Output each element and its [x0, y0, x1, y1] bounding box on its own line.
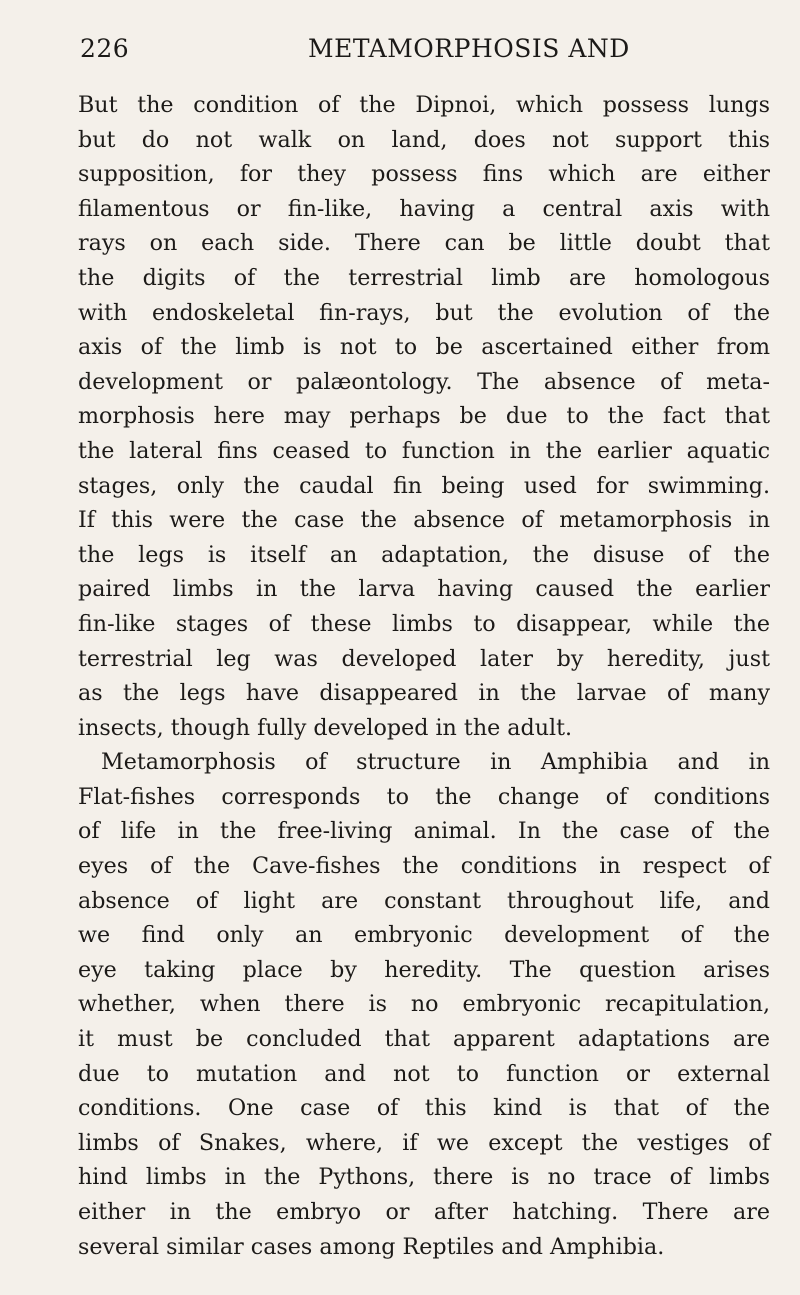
book-page — [78, 34, 770, 1264]
paragraph — [78, 745, 770, 1264]
text-line: the lateral fins ceased to function in the earlier aquatic — [78, 437, 770, 464]
text-line: but do not walk on land, does not support this — [78, 126, 770, 153]
text-line: eye taking place by heredity. The question arises — [78, 956, 770, 983]
text-line: the digits of the terrestrial limb are homologous — [78, 264, 770, 291]
text-line: of life in the free-living animal. In the case of the — [78, 818, 770, 845]
text-line: Flat-fishes corresponds to the change of conditions — [78, 783, 770, 810]
text-line: But the condition of the Dipnoi, which possess lungs — [78, 92, 770, 118]
paragraph — [78, 88, 770, 745]
text-line: If this were the case the absence of metamorphosis in — [78, 507, 770, 534]
text-line-last: insects, though fully developed in the adult. — [78, 714, 573, 741]
text-line: terrestrial leg was developed later by heredity, just — [78, 645, 770, 672]
text-line: rays on each side. There can be little doubt that — [78, 230, 770, 257]
text-line: fin-like stages of these limbs to disappear, while the — [78, 610, 770, 637]
text-line: as the legs have disappeared in the larvae of many — [78, 680, 770, 707]
page-header — [78, 34, 770, 74]
text-line: supposition, for they possess fins which are either — [78, 161, 770, 188]
text-line: stages, only the caudal fin being used for swimming. — [78, 472, 770, 499]
text-line: filamentous or fin-like, having a central axis with — [78, 195, 770, 222]
text-line: we find only an embryonic development of the — [78, 922, 770, 949]
text-line: absence of light are constant throughout life, and — [78, 887, 770, 914]
text-line: it must be concluded that apparent adaptations are — [78, 1026, 770, 1053]
text-line: the legs is itself an adaptation, the disuse of the — [78, 541, 770, 568]
running-title: METAMORPHOSIS AND — [308, 34, 630, 63]
text-line: limbs of Snakes, where, if we except the vestiges of — [78, 1129, 770, 1156]
page-number: 226 — [80, 34, 130, 63]
text-line: conditions. One case of this kind is that of the — [78, 1095, 770, 1122]
text-line: with endoskeletal fin-rays, but the evolution of the — [78, 299, 770, 326]
text-line: morphosis here may perhaps be due to the fact that — [78, 403, 770, 430]
text-line-first: Metamorphosis of structure in Amphibia and in — [101, 749, 770, 776]
text-line: paired limbs in the larva having caused the earlier — [78, 576, 770, 603]
text-line: axis of the limb is not to be ascertained either from — [78, 334, 770, 361]
body-text — [78, 88, 770, 1264]
text-line: due to mutation and not to function or external — [78, 1060, 770, 1087]
text-line: whether, when there is no embryonic recapitulation, — [78, 991, 770, 1018]
text-line-last: several similar cases among Reptiles and Amphibia. — [78, 1233, 665, 1260]
text-line: hind limbs in the Pythons, there is no trace of limbs — [78, 1164, 770, 1191]
text-line: either in the embryo or after hatching. There are — [78, 1199, 770, 1225]
text-line: development or palæontology. The absence of meta- — [78, 368, 770, 395]
text-line: eyes of the Cave-fishes the conditions in respect of — [78, 853, 770, 880]
